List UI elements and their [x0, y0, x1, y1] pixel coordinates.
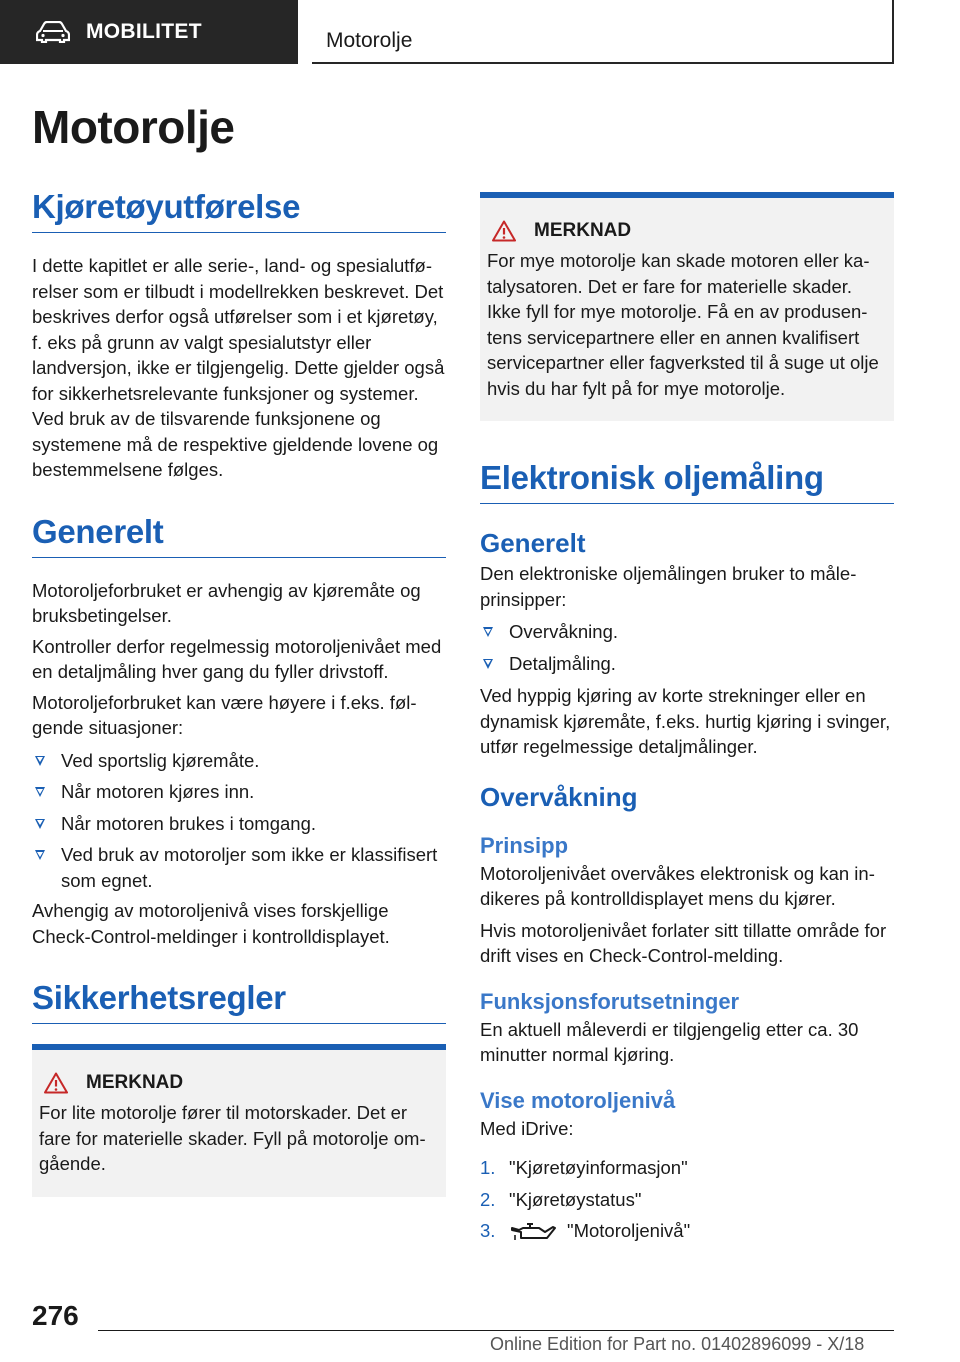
heading-safety: Sikkerhetsregler	[32, 979, 446, 1024]
notice-box	[480, 192, 894, 421]
list-item: Ved sportslig kjøremåte.	[32, 748, 446, 774]
breadcrumb	[312, 0, 894, 64]
notice-label: MERKNAD	[534, 220, 632, 241]
page-number: 276	[32, 1300, 79, 1331]
notice-text: For mye motorolje kan skade motoren eller katalysatoren. Det er fare for materielle skader. Ikke fyll for mye motorolje. Få en av produsentens servicepartnere eller en annen kvalifisert servicepartner eller fagverksted til å suge ut olje hvis du har fylt på for mye motorolje.	[487, 250, 879, 399]
step-item: 3. "Motoroljenivå"	[480, 1220, 691, 1241]
notice-box	[32, 1044, 446, 1197]
list-item: Ved bruk av motoroljer som ikke er klassifisert som egnet.	[32, 842, 446, 893]
general-paragraph-2: Kontroller derfor regelmessig motoroljenivået med en detaljmåling hver gang du fyller drivstoff.	[32, 635, 442, 682]
edition-text: Online Edition for Part no. 01402896099 - X/18	[490, 1334, 865, 1354]
notice-text: For lite motorolje fører til motorskader. Det er fare for materielle skader. Fyll på motorolje omgående.	[39, 1102, 426, 1174]
steps-list	[480, 1155, 894, 1244]
notice-label: MERKNAD	[86, 1072, 184, 1093]
list-item: Detaljmåling.	[480, 651, 894, 677]
heading-principle: Prinsipp	[480, 832, 569, 858]
right-column	[480, 192, 894, 1244]
page-title: Motorolje	[32, 101, 235, 153]
heading-electronic-oil: Elektronisk oljemåling	[480, 459, 894, 504]
left-column	[32, 188, 446, 1197]
heading-vehicle-version: Kjøretøyutførelse	[32, 188, 446, 233]
general-paragraph-4: Avhengig av motoroljenivå vises forskjellige Check-Control-meldinger i kontrolldisplayet.	[32, 900, 390, 947]
bullet-triangle-icon	[35, 756, 45, 766]
bullet-triangle-icon	[35, 819, 45, 829]
breadcrumb-label: Motorolje	[326, 29, 413, 52]
list-item: Overvåkning.	[480, 619, 894, 645]
heading-prerequisites: Funksjonsforutsetninger	[480, 988, 740, 1014]
bullet-triangle-icon	[35, 787, 45, 797]
prerequisites-text: En aktuell måleverdi er tilgjengelig etter ca. 30 minutter normal kjøring.	[480, 1018, 859, 1065]
step-item: 1. "Kjøretøyinformasjon"	[480, 1157, 688, 1178]
footer-divider	[98, 1330, 894, 1331]
heading-monitoring: Overvåkning	[480, 781, 638, 812]
warning-icon	[492, 220, 516, 242]
section-tab[interactable]	[0, 0, 298, 64]
heading-show-oil-level: Vise motoroljenivå	[480, 1087, 676, 1113]
general-paragraph-1: Motoroljeforbruket er avhengig av kjøremåte og bruksbetingelser.	[32, 579, 421, 626]
heading-general: Generelt	[32, 513, 446, 558]
principle-text-2: Hvis motoroljenivået forlater sitt tillatte område for drift vises en Check-Control-melding.	[480, 919, 887, 966]
general-text: Den elektroniske oljemålingen bruker to måleprinsipper:	[480, 563, 857, 610]
oil-can-icon	[509, 1222, 557, 1242]
general-text-2: Ved hyppig kjøring av korte strekninger eller en dynamisk kjøremåte, f.eks. hurtig kjøring i svinger, utfør regelmessige detaljmålinger.	[480, 685, 891, 757]
bullet-triangle-icon	[483, 627, 493, 637]
heading-general: Generelt	[480, 528, 586, 558]
step-item: 2. "Kjøretøystatus"	[480, 1188, 642, 1210]
bullet-triangle-icon	[35, 850, 45, 860]
warning-icon	[44, 1072, 68, 1094]
situations-list	[32, 748, 446, 894]
bullet-triangle-icon	[483, 659, 493, 669]
principle-text-1: Motoroljenivået overvåkes elektronisk og kan indikeres på kontrolldisplayet mens du kjører.	[480, 862, 875, 909]
list-item: Når motoren kjøres inn.	[32, 779, 446, 805]
list-item: Når motoren brukes i tomgang.	[32, 811, 446, 837]
general-paragraph-3: Motoroljeforbruket kan være høyere i f.eks. følgende situasjoner:	[32, 691, 417, 738]
vehicle-version-text: I dette kapitlet er alle serie-, land- og spesialutførelser som er tilbudt i modellrekken beskrevet. Det beskrives derfor også utførelser som i et kjøretøy, f. eks på grunn av valgt spesialutstyr eller landversjon, ikke er tilgjengelig. Dette gjelder også for sikkerhetsrelevante funksjoner og systemer. Ved bruk av de tilsvarende funksjonene og systemene må de respektive gjeldende lovene og bestemmelsene følges.	[32, 255, 445, 480]
car-icon	[36, 21, 70, 43]
principles-list	[480, 619, 894, 676]
section-label: MOBILITET	[86, 20, 202, 43]
idrive-text: Med iDrive:	[480, 1117, 574, 1139]
